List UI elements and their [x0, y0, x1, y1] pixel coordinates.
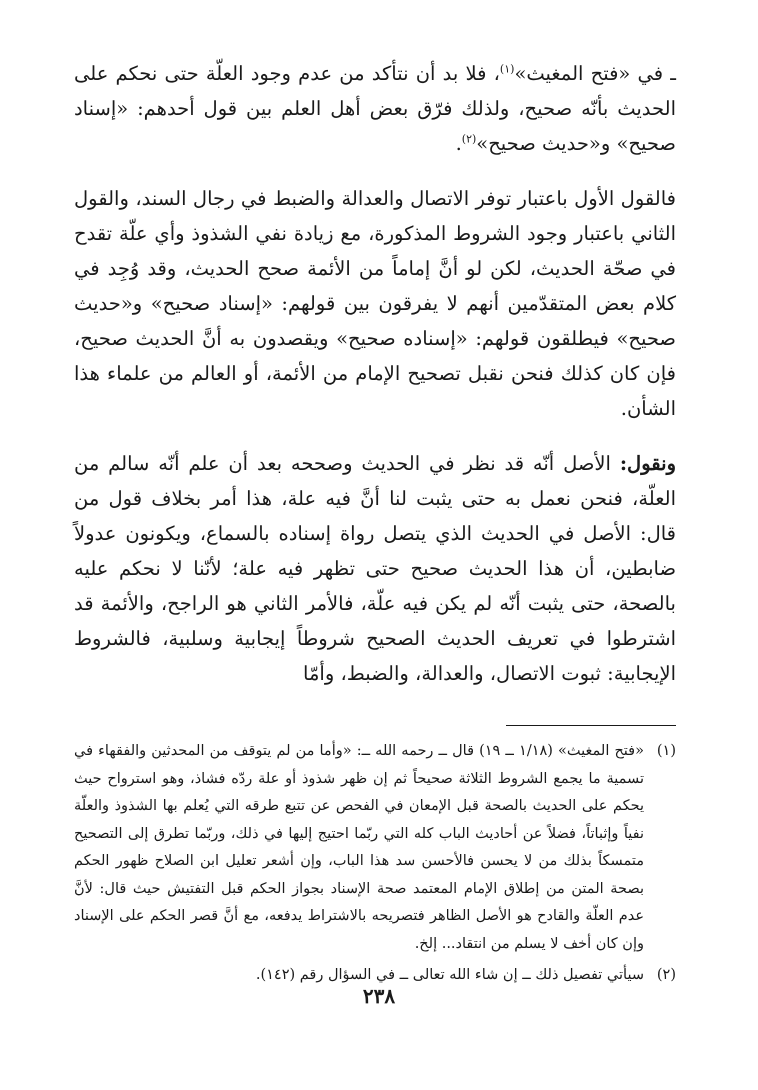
paragraph-1	[74, 56, 676, 161]
paragraph-1-text-c: .	[455, 132, 462, 155]
footnote-1-text: «فتح المغيث» (١/١٨ ــ ١٩) قال ــ رحمه الله ــ: «وأما من لم يتوقف من المحدثين والفقهاء في تسمية ما يجمع الشروط الثلاثة صحيحاً ثم إن ظهر شذوذ أو علة ردّه فشاذ، وهو استرواح حيث يحكم على الحديث بالصحة قبل الإمعان في الفحص عن تتبع طرقه التي يُعلم بها الشذوذ والعلّة نفياً وإثباتاً، فضلاً عن أحاديث الباب كله التي ربّما احتيج إليها في ذلك، وربّما تطرق إلى التصحيح متمسكاً بذلك من لا يحسن فالأحسن سد هذا الباب، وإن أشعر تعليل ابن الصلاح ظهور الحكم بصحة المتن من إطلاق الإمام المعتمد صحة الإسناد بجواز الحكم قبل التفتيش حيث قال: لأنَّ عدم العلّة والقادح هو الأصل الظاهر فتصريحه بالاشتراط يدفعه، مع أنَّ قصر الحكم على الإسناد وإن كان أخف لا يسلم من انتقاد... إلخ.	[74, 743, 644, 952]
page-number: ٢٣٨	[362, 984, 396, 1008]
paragraph-3	[74, 446, 676, 691]
footnote-2-number: (٢)	[656, 967, 676, 983]
footnotes	[74, 738, 676, 990]
footnote-1	[74, 738, 676, 958]
footnote-separator	[506, 725, 676, 726]
footnote-2-text: سيأتي تفصيل ذلك ــ إن شاء الله تعالى ــ في السؤال رقم (١٤٢).	[255, 967, 644, 983]
paragraph-2	[74, 181, 676, 426]
paragraph-1-text-b: ، فلا بد أن نتأكد من عدم وجود العلّة حتى نحكم على الحديث بأنّه صحيح، ولذلك فرّق بعض أهل العلم بين قول أحدهم: «إسناد صحيح» و«حديث صحيح»	[74, 62, 676, 155]
paragraph-3-text: الأصل أنّه قد نظر في الحديث وصححه بعد أن علم أنّه سالم من العلّة، فنحن نعمل به حتى يثبت لنا أنَّ فيه علة، هذا أمر بخلاف قول من قال: الأصل في الحديث الذي يتصل رواة إسناده بالسماع، ويكونون عدولاً ضابطين، أن هذا الحديث صحيح حتى تظهر فيه علة؛ لأنّنا لا نحكم عليه بالصحة، حتى يثبت أنّه لم يكن فيه علّة، فالأمر الثاني هو الراجح، والأئمة قد اشترطوا في تعريف الحديث الصحيح شروطاً إيجابية وسلبية، فالشروط الإيجابية: ثبوت الاتصال، والعدالة، والضبط، وأمّا	[74, 452, 676, 685]
paragraph-1-text-a: ـ في «فتح المغيث»	[514, 62, 677, 85]
footnote-1-number: (١)	[656, 743, 676, 759]
paragraph-3-lead: ونقول:	[619, 452, 676, 475]
footnote-ref-1: (١)	[499, 62, 515, 76]
footnote-ref-2: (٢)	[461, 132, 477, 146]
paragraph-2-text: فالقول الأول باعتبار توفر الاتصال والعدالة والضبط في رجال السند، والقول الثاني باعتبار وجود الشروط المذكورة، مع زيادة نفي الشذوذ وأي علّة تقدح في صحّة الحديث، لكن لو أنَّ إماماً من الأئمة صحح الحديث، وقد وُجِد في كلام بعض المتقدّمين أنهم لا يفرقون بين قولهم: «إسناد صحيح» و«حديث صحيح» فيطلقون قولهم: «إسناده صحيح» ويقصدون به أنَّ الحديث صحيح، فإن كان كذلك فنحن نقبل تصحيح الإمام من الأئمة، أو العالم من علماء هذا الشأن.	[74, 187, 676, 420]
